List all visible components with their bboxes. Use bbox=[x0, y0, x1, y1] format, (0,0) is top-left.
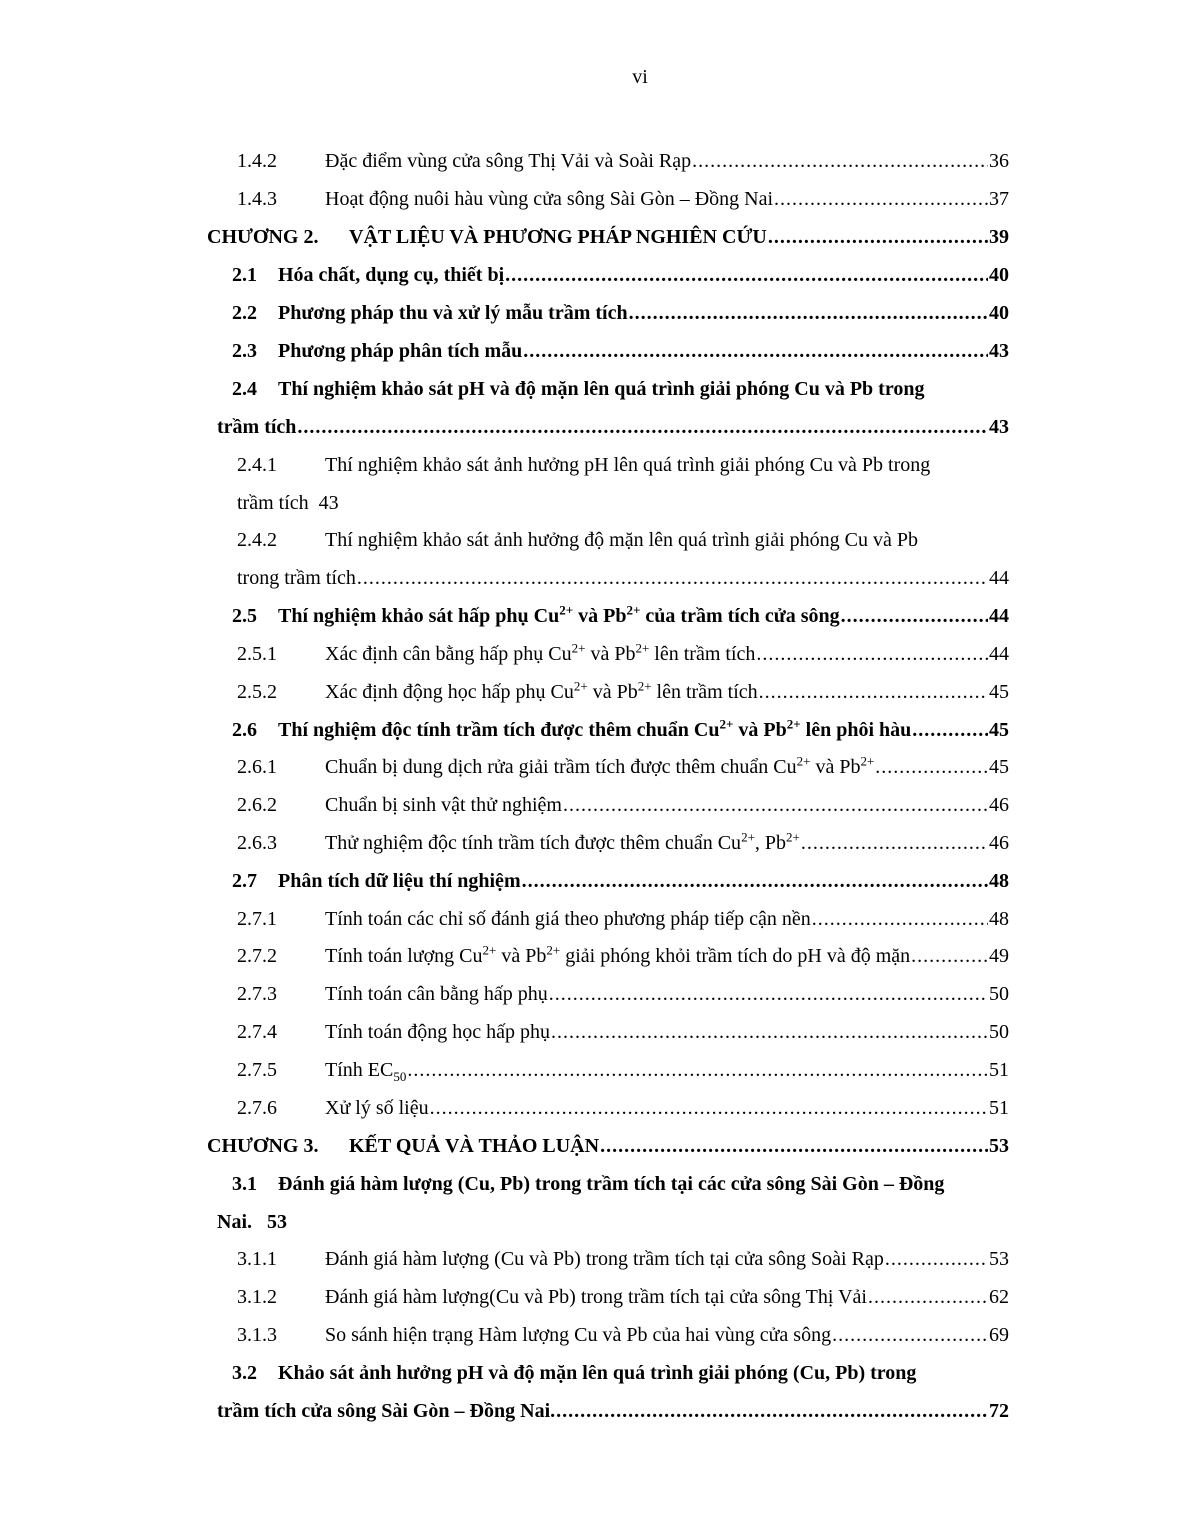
toc-dot-leader bbox=[563, 789, 988, 821]
toc-page-number: 45 bbox=[989, 681, 1009, 703]
superscript: 2+ bbox=[635, 640, 650, 656]
toc-entry-2-2[interactable] bbox=[232, 297, 1009, 329]
toc-entry-number: CHƯƠNG 2. bbox=[207, 226, 319, 248]
toc-entry-2-7-5[interactable] bbox=[237, 1054, 1009, 1086]
toc-entry-2-3[interactable] bbox=[232, 335, 1009, 367]
toc-dot-leader bbox=[768, 221, 988, 253]
toc-page-number: 44 bbox=[989, 643, 1009, 665]
toc-dot-leader bbox=[556, 1395, 988, 1427]
toc-entry-title-cont: trầm tích bbox=[217, 416, 297, 438]
superscript: 2+ bbox=[571, 640, 586, 656]
toc-dot-leader bbox=[600, 1130, 988, 1162]
superscript: 2+ bbox=[719, 716, 734, 732]
superscript: 2+ bbox=[741, 829, 755, 845]
toc-dot-leader bbox=[868, 1281, 988, 1313]
toc-entry-number: 2.4 bbox=[232, 378, 257, 400]
toc-page-number: 40 bbox=[989, 302, 1009, 324]
toc-entry-2-5-2[interactable] bbox=[237, 676, 1009, 708]
toc-page-number: 36 bbox=[989, 150, 1009, 172]
toc-chapter-3[interactable] bbox=[207, 1130, 1009, 1162]
toc-entry-number: 2.6 bbox=[232, 719, 257, 741]
toc-page-number: 46 bbox=[989, 832, 1009, 854]
toc-entry-number: 3.1 bbox=[232, 1173, 257, 1195]
toc-entry-2-4-1-cont[interactable] bbox=[237, 487, 1009, 519]
toc-dot-leader bbox=[812, 903, 988, 935]
toc-entry-title: Đánh giá hàm lượng (Cu và Pb) trong trầm tích tại cửa sông Soài Rạp bbox=[325, 1248, 884, 1270]
toc-page-number: 43 bbox=[989, 340, 1009, 362]
toc-entry-title: Xác định động học hấp phụ Cu bbox=[325, 681, 574, 703]
toc-entry-title: , Pb bbox=[754, 832, 787, 854]
toc-page-number: 45 bbox=[989, 719, 1009, 741]
toc-entry-title: Đánh giá hàm lượng(Cu và Pb) trong trầm tích tại cửa sông Thị Vải bbox=[325, 1286, 867, 1308]
toc-page-number: 44 bbox=[989, 567, 1009, 589]
toc-entry-number: 3.1.1 bbox=[237, 1248, 277, 1270]
toc-entry-1-4-3[interactable] bbox=[237, 183, 1009, 215]
toc-entry-title: Thí nghiệm khảo sát pH và độ mặn lên quá trình giải phóng Cu và Pb trong bbox=[278, 378, 925, 400]
toc-dot-leader bbox=[549, 978, 988, 1010]
superscript: 2+ bbox=[637, 678, 652, 694]
toc-entry-number: 2.7.4 bbox=[237, 1021, 277, 1043]
toc-page-number: 62 bbox=[989, 1286, 1009, 1308]
toc-dot-leader bbox=[430, 1092, 988, 1124]
toc-page-number: 46 bbox=[989, 794, 1009, 816]
toc-dot-leader bbox=[297, 411, 988, 443]
toc-entry-number: 2.6.1 bbox=[237, 756, 277, 778]
toc-entry-title: Hóa chất, dụng cụ, thiết bị bbox=[278, 264, 505, 286]
toc-entry-title: Tính toán lượng Cu bbox=[325, 945, 483, 967]
toc-page-number: 49 bbox=[989, 945, 1009, 967]
toc-page-number: 48 bbox=[989, 908, 1009, 930]
toc-entry-number: 2.2 bbox=[232, 302, 257, 324]
toc-entry-3-2-cont[interactable] bbox=[217, 1395, 1009, 1427]
toc-entry-number: 2.1 bbox=[232, 264, 257, 286]
superscript: 2+ bbox=[559, 602, 574, 618]
toc-entry-title: Thí nghiệm khảo sát ảnh hưởng pH lên quá trình giải phóng Cu và Pb trong bbox=[325, 454, 931, 476]
toc-dot-leader bbox=[523, 335, 988, 367]
toc-entry-title: Phương pháp phân tích mẫu bbox=[278, 340, 523, 362]
toc-entry-number: CHƯƠNG 3. bbox=[207, 1135, 319, 1157]
toc-entry-title: Chuẩn bị sinh vật thử nghiệm bbox=[325, 794, 562, 816]
toc-entry-title: Xác định cân bằng hấp phụ Cu bbox=[325, 643, 572, 665]
toc-entry-2-4-cont[interactable] bbox=[217, 411, 1009, 443]
toc-entry-number: 2.7.2 bbox=[237, 945, 277, 967]
toc-entry-2-7-4[interactable] bbox=[237, 1016, 1009, 1048]
toc-dot-leader bbox=[756, 638, 988, 670]
toc-page-number: 51 bbox=[989, 1059, 1009, 1081]
toc-entry-2-6-2[interactable] bbox=[237, 789, 1009, 821]
toc-entry-number: 3.1.2 bbox=[237, 1286, 277, 1308]
toc-page-number: 51 bbox=[989, 1097, 1009, 1119]
toc-dot-leader bbox=[629, 297, 988, 329]
toc-page-number: 37 bbox=[989, 188, 1009, 210]
toc-entry-title: và Pb bbox=[585, 643, 636, 665]
toc-dot-leader bbox=[885, 1243, 988, 1275]
superscript: 2+ bbox=[482, 942, 497, 958]
toc-dot-leader bbox=[875, 751, 988, 783]
toc-entry-3-1-1[interactable] bbox=[237, 1243, 1009, 1275]
superscript: 2+ bbox=[786, 829, 800, 845]
toc-entry-title: Hoạt động nuôi hàu vùng cửa sông Sài Gòn – Đồng Nai bbox=[325, 188, 774, 210]
toc-entry-number: 3.1.3 bbox=[237, 1324, 277, 1346]
toc-entry-number: 2.6.3 bbox=[237, 832, 277, 854]
toc-entry-3-2[interactable] bbox=[232, 1357, 1009, 1389]
toc-entry-2-7-1[interactable] bbox=[237, 903, 1009, 935]
toc-entry-number: 2.7.5 bbox=[237, 1059, 277, 1081]
toc-entry-title: Thí nghiệm khảo sát hấp phụ Cu bbox=[278, 605, 560, 627]
toc-entry-3-1-cont[interactable] bbox=[217, 1206, 1009, 1238]
toc-entry-2-4-2[interactable] bbox=[237, 524, 1009, 556]
toc-entry-title: Tính EC bbox=[325, 1059, 394, 1081]
toc-dot-leader bbox=[357, 562, 988, 594]
toc-dot-leader bbox=[774, 183, 988, 215]
subscript: 50 bbox=[393, 1069, 407, 1084]
toc-entry-number: 2.7.6 bbox=[237, 1097, 277, 1119]
toc-entry-title-cont: Nai. bbox=[217, 1211, 252, 1233]
toc-entry-2-7-2[interactable] bbox=[237, 940, 1009, 972]
toc-entry-title-cont: trầm tích bbox=[237, 492, 309, 514]
toc-page-number: 53 bbox=[989, 1248, 1009, 1270]
toc-entry-title: và Pb bbox=[733, 719, 787, 741]
toc-entry-title: Đánh giá hàm lượng (Cu, Pb) trong trầm tích tại các cửa sông Sài Gòn – Đồng bbox=[278, 1173, 945, 1195]
toc-entry-number: 2.7.1 bbox=[237, 908, 277, 930]
toc-entry-title: giải phóng khỏi trầm tích do pH và độ mặn bbox=[560, 945, 911, 967]
toc-entry-number: 2.4.1 bbox=[237, 454, 277, 476]
toc-page-number: 50 bbox=[989, 1021, 1009, 1043]
superscript: 2+ bbox=[546, 942, 561, 958]
toc-entry-title: Xử lý số liệu bbox=[325, 1097, 429, 1119]
toc-entry-title: và Pb bbox=[573, 605, 627, 627]
toc-entry-title: Thí nghiệm độc tính trầm tích được thêm chuẩn Cu bbox=[278, 719, 720, 741]
toc-page-number: 72 bbox=[989, 1400, 1009, 1422]
toc-entry-number: 2.3 bbox=[232, 340, 257, 362]
toc-entry-2-6-1[interactable] bbox=[237, 751, 1009, 783]
toc-entry-2-4-1[interactable] bbox=[237, 449, 1009, 481]
toc-entry-2-7-3[interactable] bbox=[237, 978, 1009, 1010]
toc-entry-title: So sánh hiện trạng Hàm lượng Cu và Pb của hai vùng cửa sông bbox=[325, 1324, 832, 1346]
superscript: 2+ bbox=[786, 716, 801, 732]
toc-entry-title: Tính toán cân bằng hấp phụ bbox=[325, 983, 548, 1005]
toc-entry-title: và Pb bbox=[810, 756, 861, 778]
toc-entry-2-1[interactable] bbox=[232, 259, 1009, 291]
toc-entry-title: Tính toán động học hấp phụ bbox=[325, 1021, 550, 1043]
toc-entry-title-cont: trong trầm tích bbox=[237, 567, 356, 589]
toc-dot-leader bbox=[759, 676, 988, 708]
toc-entry-title: Khảo sát ảnh hưởng pH và độ mặn lên quá trình giải phóng (Cu, Pb) trong bbox=[278, 1362, 917, 1384]
toc-entry-title: Phương pháp thu và xử lý mẫu trầm tích bbox=[278, 302, 628, 324]
toc-entry-number: 2.5.1 bbox=[237, 643, 277, 665]
toc-dot-leader bbox=[841, 600, 988, 632]
toc-entry-title-cont: trầm tích cửa sông Sài Gòn – Đồng Nai. bbox=[217, 1400, 556, 1422]
toc-entry-number: 2.4.2 bbox=[237, 529, 277, 551]
toc-dot-leader bbox=[832, 1319, 988, 1351]
toc-entry-title: Tính toán các chỉ số đánh giá theo phương pháp tiếp cận nền bbox=[325, 908, 811, 930]
superscript: 2+ bbox=[626, 602, 641, 618]
toc-entry-2-4[interactable] bbox=[232, 373, 1009, 405]
toc-page-number: 45 bbox=[989, 756, 1009, 778]
toc-page-number: 40 bbox=[989, 264, 1009, 286]
superscript: 2+ bbox=[573, 678, 588, 694]
toc-entry-title: lên phôi hàu bbox=[800, 719, 912, 741]
toc-page-number: 39 bbox=[989, 226, 1009, 248]
toc-page-number: 53 bbox=[989, 1135, 1009, 1157]
toc-dot-leader bbox=[551, 1016, 988, 1048]
toc-dot-leader bbox=[522, 865, 988, 897]
toc-entry-title: Chuẩn bị dung dịch rửa giải trầm tích được thêm chuẩn Cu bbox=[325, 756, 797, 778]
toc-page-number: 43 bbox=[989, 416, 1009, 438]
toc-entry-2-5-1[interactable] bbox=[237, 638, 1009, 670]
toc-entry-2-7[interactable] bbox=[232, 865, 1009, 897]
toc-entry-2-7-6[interactable] bbox=[237, 1092, 1009, 1124]
toc-chapter-2[interactable] bbox=[207, 221, 1009, 253]
toc-entry-title: của trầm tích cửa sông bbox=[640, 605, 840, 627]
toc-entry-number: 3.2 bbox=[232, 1362, 257, 1384]
toc-entry-title: Đặc điểm vùng cửa sông Thị Vải và Soài Rạp bbox=[325, 150, 692, 172]
toc-entry-number: 2.5.2 bbox=[237, 681, 277, 703]
toc-entry-3-1-2[interactable] bbox=[237, 1281, 1009, 1313]
toc-entry-title: Thử nghiệm độc tính trầm tích được thêm chuẩn Cu bbox=[325, 832, 742, 854]
toc-entry-title: KẾT QUẢ VÀ THẢO LUẬN bbox=[349, 1135, 600, 1157]
toc-entry-3-1-3[interactable] bbox=[237, 1319, 1009, 1351]
toc-entry-number: 1.4.3 bbox=[237, 188, 277, 210]
toc-page-number: 44 bbox=[989, 605, 1009, 627]
toc-page-number: 43 bbox=[318, 492, 339, 514]
toc-entry-1-4-2[interactable] bbox=[237, 145, 1009, 177]
toc-page-number: 48 bbox=[989, 870, 1009, 892]
toc-dot-leader bbox=[912, 714, 988, 746]
toc-entry-3-1[interactable] bbox=[232, 1168, 1009, 1200]
superscript: 2+ bbox=[796, 753, 811, 769]
toc-entry-title: lên trầm tích bbox=[651, 681, 758, 703]
toc-entry-title: VẬT LIỆU VÀ PHƯƠNG PHÁP NGHIÊN CỨU bbox=[349, 226, 767, 248]
toc-dot-leader bbox=[505, 259, 988, 291]
toc-entry-number: 1.4.2 bbox=[237, 150, 277, 172]
toc-page-number: 53 bbox=[267, 1211, 287, 1233]
toc-entry-title: và Pb bbox=[496, 945, 547, 967]
toc-entry-number: 2.7.3 bbox=[237, 983, 277, 1005]
toc-entry-number: 2.6.2 bbox=[237, 794, 277, 816]
toc-entry-number: 2.5 bbox=[232, 605, 257, 627]
superscript: 2+ bbox=[860, 753, 875, 769]
toc-dot-leader bbox=[692, 145, 988, 177]
toc-entry-title: lên trầm tích bbox=[649, 643, 756, 665]
toc-entry-2-6[interactable] bbox=[232, 714, 1009, 746]
page-number: vi bbox=[632, 66, 648, 88]
toc-entry-title: Phân tích dữ liệu thí nghiệm bbox=[278, 870, 521, 892]
toc-page-number: 50 bbox=[989, 983, 1009, 1005]
toc-entry-2-4-2-cont[interactable] bbox=[237, 562, 1009, 594]
toc-entry-2-6-3[interactable] bbox=[237, 827, 1009, 859]
toc-dot-leader bbox=[407, 1054, 988, 1086]
toc-entry-title: và Pb bbox=[587, 681, 638, 703]
toc-entry-2-5[interactable] bbox=[232, 600, 1009, 632]
toc-page-number: 69 bbox=[989, 1324, 1009, 1346]
toc-entry-number: 2.7 bbox=[232, 870, 257, 892]
toc-dot-leader bbox=[911, 940, 988, 972]
toc-dot-leader bbox=[801, 827, 988, 859]
toc-entry-title: Thí nghiệm khảo sát ảnh hưởng độ mặn lên quá trình giải phóng Cu và Pb bbox=[325, 529, 918, 551]
